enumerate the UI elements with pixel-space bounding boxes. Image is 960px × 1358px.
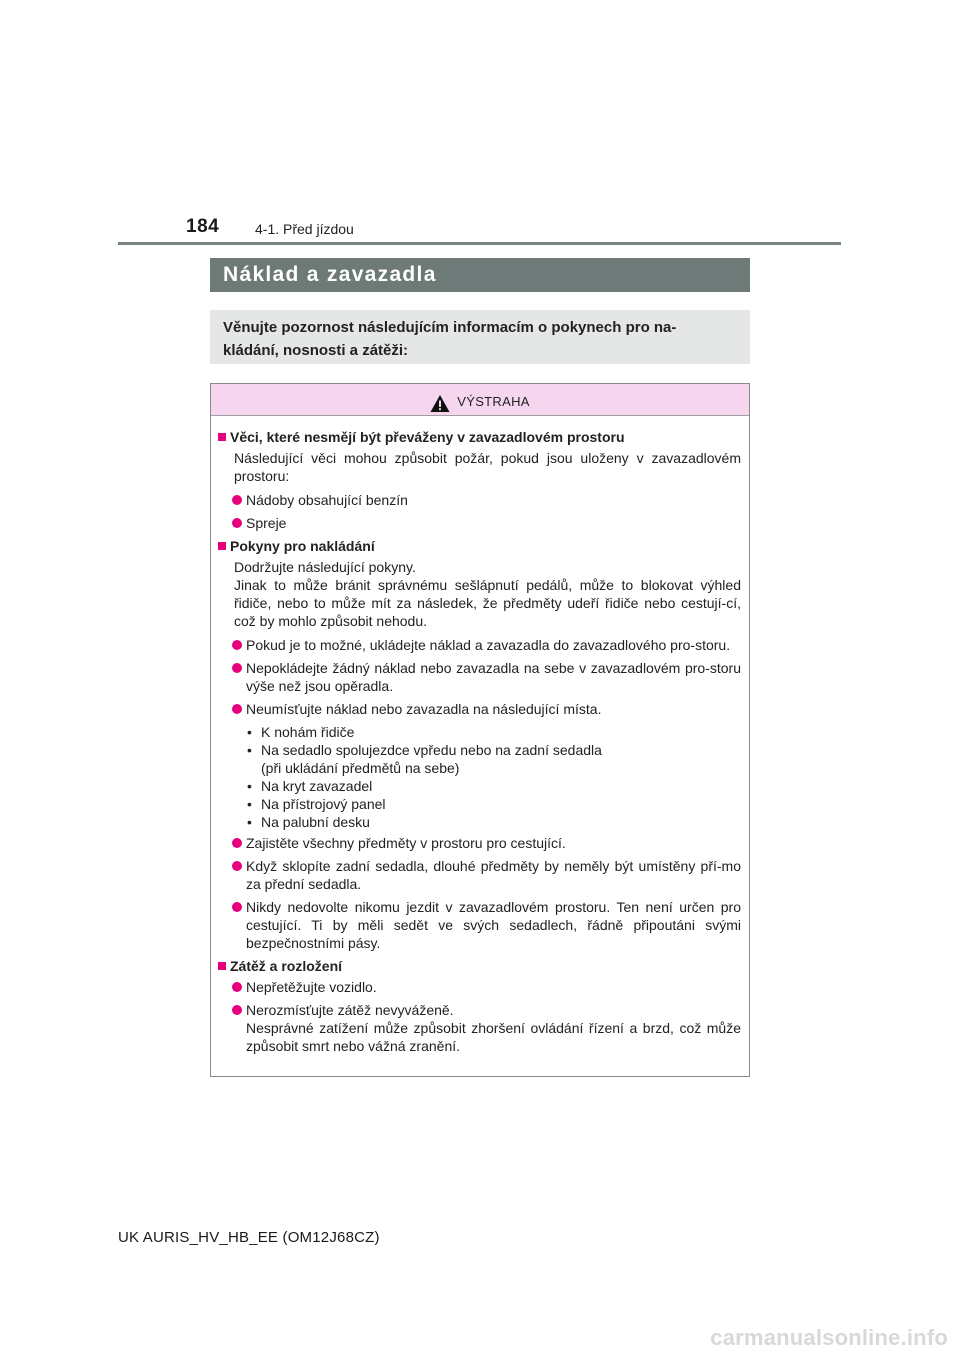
- section-text: Dodržujte následující pokyny. Jinak to může bránit správnému sešlápnutí pedálů, může to blokovat výhled řidiče, nebo to může mít za následek, že předměty udeří řidiče nebo cestují-cí, což by mohlo způsobit nehodu.: [234, 559, 741, 629]
- dot-bullet-icon: [232, 902, 242, 912]
- dot-bullet-icon: [232, 982, 242, 992]
- dot-bullet-icon: [232, 663, 242, 673]
- list-item: Pokud je to možné, ukládejte náklad a zavazadla do zavazadlového pro-storu.: [232, 636, 741, 654]
- sub-list: [247, 723, 741, 831]
- list-item: Nikdy nedovolte nikomu jezdit v zavazadlovém prostoru. Ten není určen pro cestující. Ti by měli sedět ve svých sedadlech, řádně připoutáni svými bezpečnostními pásy.: [232, 898, 741, 952]
- header-rule: [118, 242, 841, 245]
- section-heading: Věci, které nesmějí být převáženy v zavazadlovém prostoru: [217, 428, 741, 446]
- list-item: Nádoby obsahující benzín: [232, 491, 741, 509]
- dot-bullet-icon: [232, 704, 242, 714]
- page-title: Náklad a zavazadla: [210, 258, 750, 292]
- dot-bullet-icon: [232, 495, 242, 505]
- list-item: Nepřetěžujte vozidlo.: [232, 978, 741, 996]
- list-item: Nepokládejte žádný náklad nebo zavazadla na sebe v zavazadlovém pro-storu výše než jsou opěradla.: [232, 659, 741, 695]
- dot-bullet-icon: [232, 861, 242, 871]
- page-number: 184: [186, 216, 220, 237]
- sub-list-item: (při ukládání předmětů na sebe): [261, 760, 460, 776]
- intro-box: [210, 310, 750, 364]
- dot-bullet-icon: [232, 838, 242, 848]
- warning-box: [210, 383, 750, 1077]
- warning-header: [211, 384, 749, 416]
- list-item: Neumísťujte náklad nebo zavazadla na následující místa.: [232, 700, 741, 718]
- sub-list-item: • K nohám řidiče: [247, 724, 355, 740]
- section-text: Následující věci mohou způsobit požár, pokud jsou uloženy v zavazadlovém prostoru:: [234, 450, 741, 484]
- square-bullet-icon: [218, 542, 226, 550]
- list-item: Nerozmísťujte zátěž nevyváženě. Nesprávné zatížení může způsobit zhoršení ovládání řízení a brzd, což může způsobit smrt nebo vážná zranění.: [232, 1001, 741, 1055]
- warning-body: [211, 416, 749, 1055]
- dot-bullet-icon: [232, 640, 242, 650]
- section-heading: Pokyny pro nakládání: [217, 537, 741, 555]
- list-item: Spreje: [232, 514, 741, 532]
- square-bullet-icon: [218, 962, 226, 970]
- section-label: 4-1. Před jízdou: [255, 221, 354, 237]
- intro-line-1: Věnujte pozornost následujícím informacím o pokynech pro na-: [223, 319, 677, 336]
- square-bullet-icon: [218, 433, 226, 441]
- sub-list-item: • Na kryt zavazadel: [247, 778, 373, 794]
- list-item: Zajistěte všechny předměty v prostoru pro cestující.: [232, 834, 741, 852]
- dot-bullet-icon: [232, 518, 242, 528]
- sub-list-item: • Na sedadlo spolujezdce vpředu nebo na zadní sedadla: [247, 742, 602, 758]
- list-item: Když sklopíte zadní sedadla, dlouhé předměty by neměly být umístěny pří-mo za přední sedadla.: [232, 857, 741, 893]
- section-heading: Zátěž a rozložení: [217, 957, 741, 975]
- dot-bullet-icon: [232, 1005, 242, 1015]
- intro-line-2: kládání, nosnosti a zátěži:: [223, 342, 409, 359]
- footer-code: UK AURIS_HV_HB_EE (OM12J68CZ): [118, 1229, 380, 1246]
- warning-triangle-icon: [430, 394, 450, 413]
- watermark: carmanualsonline.info: [710, 1325, 948, 1350]
- sub-list-item: • Na přístrojový panel: [247, 796, 386, 812]
- warning-label: VÝSTRAHA: [457, 393, 530, 409]
- sub-list-item: • Na palubní desku: [247, 814, 370, 830]
